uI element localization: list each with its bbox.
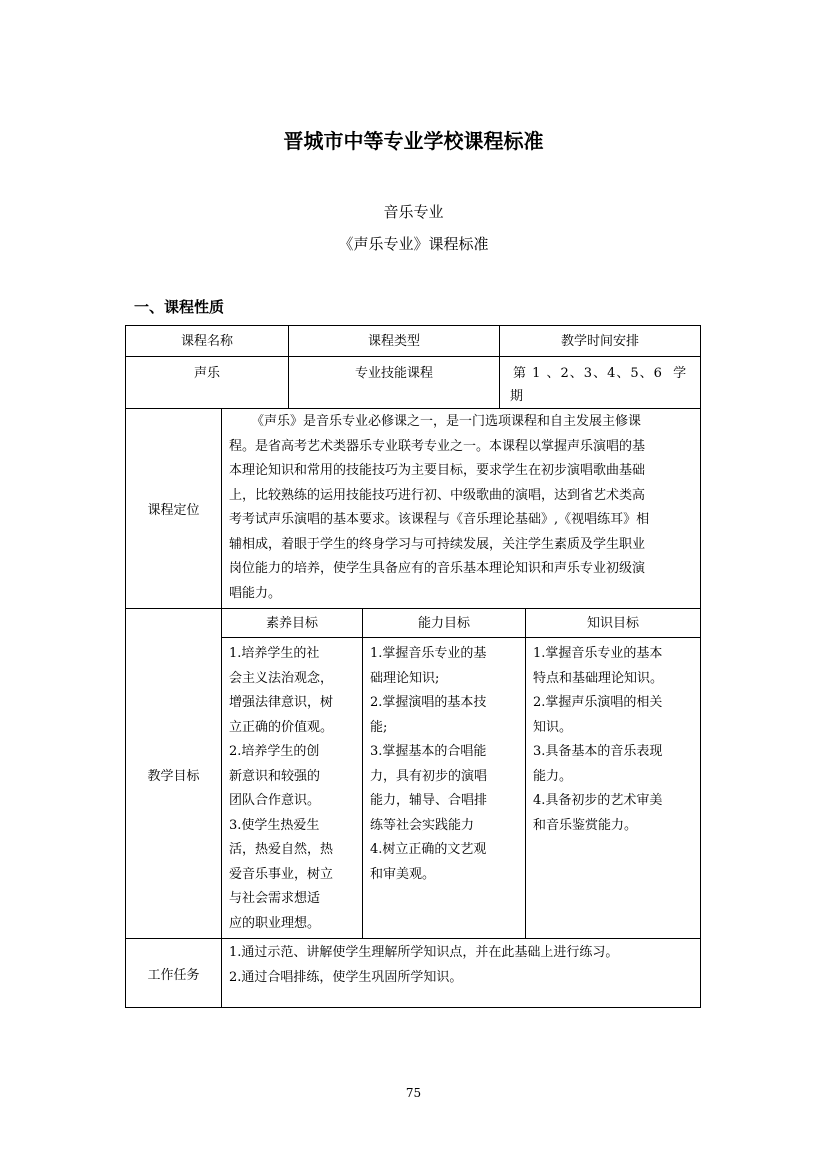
schedule-value-line1: 第 1 、2、3、4、5、6 学 <box>513 366 688 381</box>
ability-objective-line: 2.掌握演唱的基本技 <box>370 695 487 710</box>
positioning-line: 《声乐》是音乐专业必修课之一，是一门选项课程和自主发展主修课 <box>251 414 642 429</box>
section-heading: 一、课程性质 <box>134 298 225 316</box>
positioning-line: 岗位能力的培养，使学生具备应有的音乐基本理论知识和声乐专业初级演 <box>229 561 646 576</box>
quality-objective-line: 立正确的价值观。 <box>229 719 334 735</box>
ability-objective-line: 能; <box>370 719 388 735</box>
ability-objective-line: 4.树立正确的文艺观 <box>370 842 487 857</box>
tasks-label: 工作任务 <box>147 968 200 983</box>
ability-objective-line: 力，具有初步的演唱 <box>370 768 488 784</box>
subtitle-major: 音乐专业 <box>383 203 444 221</box>
ability-objective-line: 1.掌握音乐专业的基 <box>370 646 487 661</box>
knowledge-objective-line: 4.具备初步的艺术审美 <box>533 793 663 808</box>
task-line: 2.通过合唱排练，使学生巩固所学知识。 <box>229 970 463 985</box>
quality-objective-line: 应的职业理想。 <box>229 915 321 931</box>
positioning-line: 考考试声乐演唱的基本要求。该课程与《音乐理论基础》,《视唱练耳》相 <box>229 512 650 527</box>
knowledge-objective-line: 知识。 <box>533 719 573 735</box>
page-number: 75 <box>405 1086 422 1100</box>
quality-objective-line: 活，热爱自然，热 <box>229 842 334 857</box>
positioning-line: 上，比较熟练的运用技能技巧进行初、中级歌曲的演唱，达到省艺术类高 <box>229 487 646 503</box>
knowledge-objective-line: 能力。 <box>533 768 573 784</box>
positioning-line: 本理论知识和常用的技能技巧为主要目标，要求学生在初步演唱歌曲基础 <box>229 463 646 478</box>
header-schedule: 教学时间安排 <box>560 334 639 349</box>
positioning-label: 课程定位 <box>147 503 200 518</box>
subtitle-standard: 《声乐专业》课程标准 <box>338 235 489 253</box>
ability-objective-line: 础理论知识; <box>370 670 440 686</box>
ability-objective-line: 3.掌握基本的合唱能 <box>370 744 487 759</box>
ability-objective-line: 能力，辅导、合唱排 <box>370 793 488 808</box>
quality-objective-line: 爱音乐事业，树立 <box>229 866 334 882</box>
header-course-name: 课程名称 <box>180 334 233 349</box>
knowledge-objective-line: 2.掌握声乐演唱的相关 <box>533 695 663 710</box>
knowledge-objective-line: 3.具备基本的音乐表现 <box>533 744 663 759</box>
knowledge-objective-line: 和音乐鉴赏能力。 <box>533 817 638 833</box>
objectives-ability-header: 能力目标 <box>417 616 470 631</box>
quality-objective-line: 团队合作意识。 <box>229 793 321 808</box>
positioning-line: 辅相成，着眼于学生的终身学习与可持续发展，关注学生素质及学生职业 <box>229 536 646 552</box>
objectives-label: 教学目标 <box>147 769 200 784</box>
header-course-type: 课程类型 <box>367 334 420 349</box>
ability-objective-line: 练等社会实践能力 <box>370 817 475 833</box>
knowledge-objective-line: 特点和基础理论知识。 <box>533 670 664 686</box>
page-title: 晋城市中等专业学校课程标准 <box>283 129 544 153</box>
quality-objective-line: 会主义法治观念， <box>229 670 334 686</box>
quality-objective-line: 新意识和较强的 <box>229 768 321 784</box>
quality-objective-line: 1.培养学生的社 <box>229 646 320 661</box>
objectives-knowledge-header: 知识目标 <box>586 616 639 631</box>
positioning-line: 唱能力。 <box>229 585 282 601</box>
quality-objective-line: 与社会需求想适 <box>229 891 321 906</box>
positioning-line: 程。是省高考艺术类器乐专业联考专业之一。本课程以掌握声乐演唱的基 <box>229 438 646 454</box>
quality-objective-line: 3.使学生热爱生 <box>229 817 320 833</box>
course-type-value: 专业技能课程 <box>354 366 433 381</box>
ability-objective-line: 和审美观。 <box>370 866 436 882</box>
quality-objective-line: 增强法律意识，树 <box>229 695 334 710</box>
knowledge-objective-line: 1.掌握音乐专业的基本 <box>533 646 663 661</box>
course-name-value: 声乐 <box>193 366 220 381</box>
objectives-quality-header: 素养目标 <box>265 616 318 631</box>
quality-objective-line: 2.培养学生的创 <box>229 744 320 759</box>
task-line: 1.通过示范、讲解使学生理解所学知识点，并在此基础上进行练习。 <box>229 945 619 960</box>
schedule-value-line2: 期 <box>510 389 524 404</box>
